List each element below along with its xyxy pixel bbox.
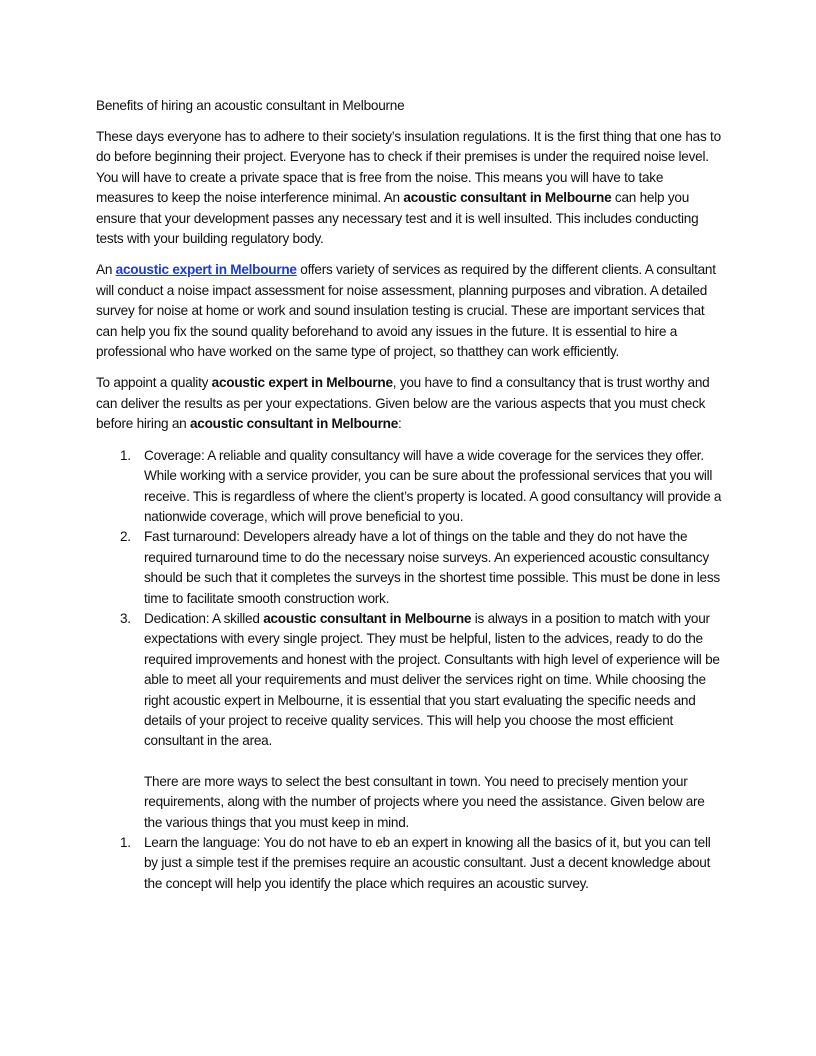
list-item xyxy=(96,833,722,894)
bold-keyword: acoustic consultant in Melbourne xyxy=(190,416,399,432)
list-item xyxy=(96,609,722,833)
list-item-text: Fast turnaround: Developers already have a lot of things on the table and they do not have the required turnaround time to do the necessary noise surveys. An experienced acoustic consultancy should be such that it completes the surveys in the shortest time possible. This must be done in less time to facilitate smooth construction work. xyxy=(144,529,720,606)
document-title: Benefits of hiring an acoustic consultant in Melbourne xyxy=(96,98,405,113)
list-item-number: 1. xyxy=(120,835,131,850)
paragraph-services xyxy=(96,260,722,362)
paragraph-intro-text-c: can help you ensure that your development passes any necessary test and it is well insulted. This includes conducting tests with your building regulatory body. xyxy=(96,190,699,247)
paragraph-appoint-text-a: To appoint a quality xyxy=(96,375,212,391)
list-item-text: Coverage: A reliable and quality consultancy will have a wide coverage for the services they offer. While working with a service provider, you can be sure about the professional services that you will receive. This is regardless of where the client’s property is located. A good consultancy will provide a nationwide coverage, which will prove beneficial to you. xyxy=(144,447,722,524)
paragraph-intro xyxy=(96,127,722,249)
bold-keyword: acoustic consultant in Melbourne xyxy=(263,610,472,626)
document-page xyxy=(96,96,722,894)
acoustic-expert-link[interactable]: acoustic expert in Melbourne xyxy=(115,262,297,278)
paragraph-appoint xyxy=(96,373,722,434)
list-item-extra-paragraph: There are more ways to select the best consultant in town. You need to precisely mention your requirements, along with the number of projects where you need the assistance. Given below are the various things that you must keep in mind. xyxy=(144,773,705,830)
paragraph-services-text-c: offers variety of services as required by the different clients. A consultant will conduct a noise impact assessment for noise assessment, planning purposes and vibration. A detailed survey for noise at home or work and sound insulation testing is crucial. These are important services that can help you fix the sound quality beforehand to avoid any issues in the future. It is essential to hire a professional who have worked on the same type of project, so thatthey can work efficiently. xyxy=(96,262,716,360)
list-item-text: Learn the language: You do not have to eb an expert in knowing all the basics of it, but you can tell by just a simple test if the premises require an acoustic consultant. Just a decent knowledge about the concept will help you identify the place which requires an acoustic survey. xyxy=(144,835,711,891)
things-list xyxy=(96,833,722,894)
list-item xyxy=(96,527,722,609)
list-item-number: 3. xyxy=(120,610,131,626)
paragraph-appoint-text-c: , you have to find a consultancy that is trust worthy and can deliver the results as per your expectations. Given below are the various aspects that you must check before hiring an xyxy=(96,375,710,432)
paragraph-services-text-a: An xyxy=(96,262,116,278)
list-item-number: 1. xyxy=(120,447,131,463)
aspects-list xyxy=(96,446,722,833)
list-item-text-c: is always in a position to match with your expectations with every single project. They must be helpful, listen to the advices, ready to do the required improvements and honest with the project. Consultants with high level of experience will be able to meet all your requirements and must deliver the services right on time. While choosing the right acoustic expert in Melbourne, it is essential that you start evaluating the specific needs and details of your project to receive quality services. This will help you choose the most efficient consultant in the area. xyxy=(144,610,720,749)
bold-keyword: acoustic consultant in Melbourne xyxy=(403,190,612,206)
list-item-text-a: Dedication: A skilled xyxy=(144,610,264,626)
paragraph-intro-text-a: These days everyone has to adhere to their society’s insulation regulations. It is the first thing that one has to do before beginning their project. Everyone has to check if their premises is under the required noise level. You will have to create a private space that is free from the noise. This means you will have to take measures to keep the noise interference minimal. An xyxy=(96,129,721,206)
list-item xyxy=(96,446,722,528)
bold-keyword: acoustic expert in Melbourne xyxy=(211,375,393,391)
paragraph-appoint-text-d: : xyxy=(398,416,402,432)
list-item-number: 2. xyxy=(120,529,131,545)
